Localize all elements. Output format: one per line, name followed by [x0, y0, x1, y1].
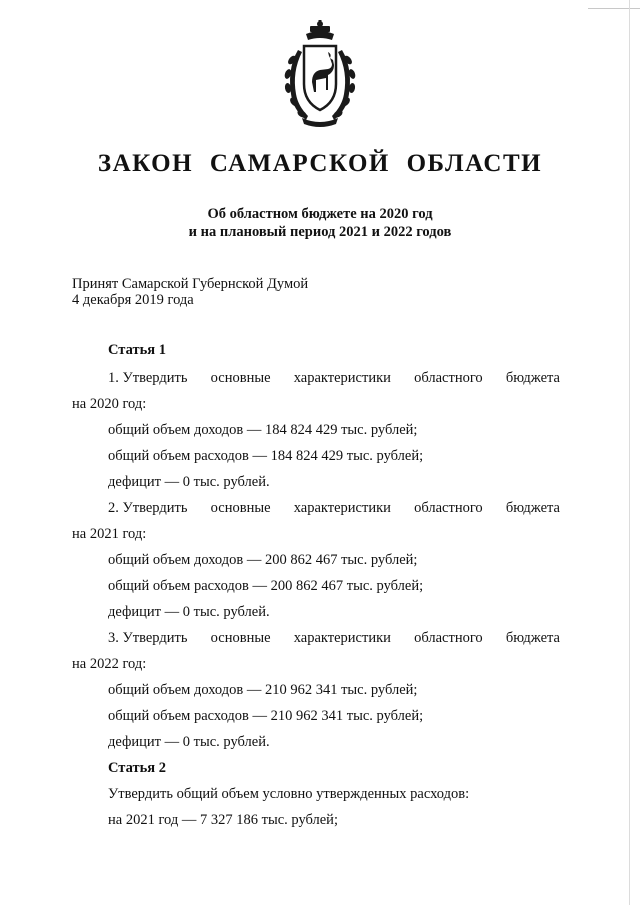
expenses-line: общий объем расходов — 184 824 429 тыс. рублей;: [108, 448, 424, 464]
word: 3. Утвердить: [108, 630, 188, 646]
word: бюджета: [505, 370, 560, 386]
paragraph-line: на 2020 год:: [72, 396, 147, 412]
paragraph-line: Утвердить общий объем условно утвержденных расходов:: [108, 786, 470, 802]
law-subtitle-line: и на плановый период 2021 и 2022 годов: [188, 224, 452, 240]
scan-edge-line: [588, 8, 640, 9]
expenses-line: общий объем расходов — 200 862 467 тыс. рублей;: [108, 578, 424, 594]
income-line: общий объем доходов — 200 862 467 тыс. рублей;: [108, 552, 418, 568]
law-title: ЗАКОН САМАРСКОЙ ОБЛАСТИ: [97, 150, 543, 177]
word: характеристики: [293, 500, 391, 516]
income-line: общий объем доходов — 210 962 341 тыс. рублей;: [108, 682, 418, 698]
word: основные: [210, 630, 271, 646]
word: бюджета: [505, 500, 560, 516]
deficit-line: дефицит — 0 тыс. рублей.: [108, 474, 270, 490]
paragraph-line: на 2021 год — 7 327 186 тыс. рублей;: [108, 812, 338, 828]
adoption-date: 4 декабря 2019 года: [72, 292, 194, 308]
samara-oblast-coat-of-arms-icon: [276, 20, 364, 132]
word: 2. Утвердить: [108, 500, 188, 516]
paragraph-line: на 2021 год:: [72, 526, 147, 542]
word: характеристики: [293, 630, 391, 646]
paragraph-line: на 2022 год:: [72, 656, 147, 672]
scan-edge-line: [629, 0, 630, 905]
paragraph-first-line: [108, 630, 560, 647]
word: основные: [210, 500, 271, 516]
article-heading: Статья 2: [108, 760, 166, 776]
word: основные: [210, 370, 271, 386]
paragraph-first-line: [108, 500, 560, 517]
law-subtitle-line: Об областном бюджете на 2020 год: [207, 206, 433, 222]
word: бюджета: [505, 630, 560, 646]
adoption-note: Принят Самарской Губернской Думой: [72, 276, 309, 292]
deficit-line: дефицит — 0 тыс. рублей.: [108, 604, 270, 620]
expenses-line: общий объем расходов — 210 962 341 тыс. рублей;: [108, 708, 424, 724]
word: областного: [414, 370, 483, 386]
word: 1. Утвердить: [108, 370, 188, 386]
word: областного: [414, 630, 483, 646]
paragraph-first-line: [108, 370, 560, 387]
word: характеристики: [293, 370, 391, 386]
income-line: общий объем доходов — 184 824 429 тыс. рублей;: [108, 422, 418, 438]
deficit-line: дефицит — 0 тыс. рублей.: [108, 734, 270, 750]
article-heading: Статья 1: [108, 342, 166, 358]
word: областного: [414, 500, 483, 516]
